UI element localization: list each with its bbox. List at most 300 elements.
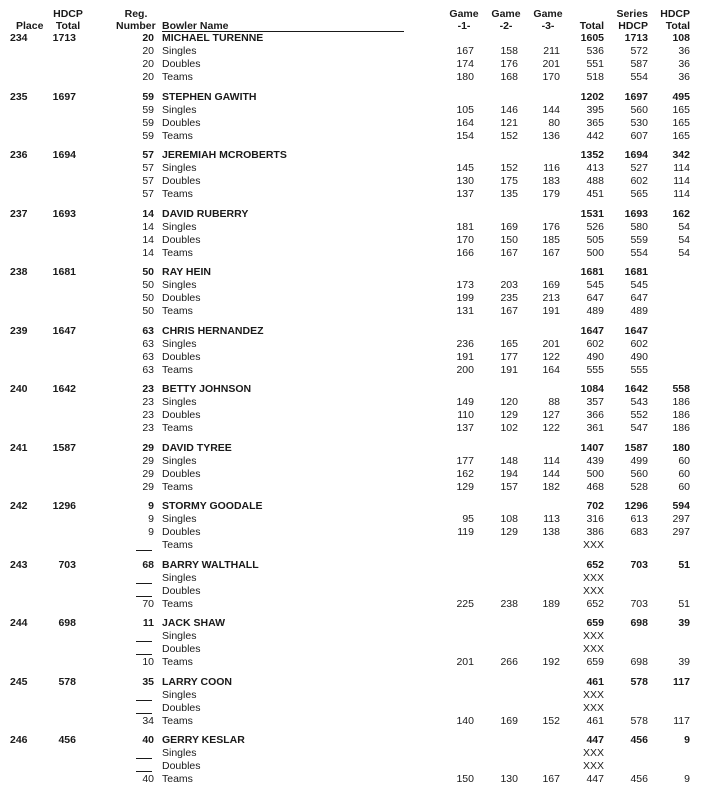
header-reg-line2: Number <box>116 20 156 32</box>
event-game2: 168 <box>500 71 518 83</box>
bowler-place: 241 <box>10 442 28 454</box>
event-total: 500 <box>586 468 604 480</box>
bowler-total: 1681 <box>580 266 604 278</box>
event-reg-number: 40 <box>142 773 154 785</box>
header-total: Total <box>579 20 604 32</box>
event-game3: 169 <box>542 279 560 291</box>
event-game2: 167 <box>500 247 518 259</box>
event-series: 559 <box>630 234 648 246</box>
event-total: 647 <box>586 292 604 304</box>
event-total: 488 <box>586 175 604 187</box>
event-name: Doubles <box>162 468 201 480</box>
event-total: 451 <box>586 188 604 200</box>
bowler-hdcp-total: 1642 <box>52 383 76 395</box>
bowler-hdcp-total: 698 <box>58 617 76 629</box>
bowler-reg-number: 23 <box>142 383 154 395</box>
event-game3: 201 <box>542 338 560 350</box>
header-series-line2: HDCP <box>618 20 648 32</box>
bowler-series-hdcp: 1642 <box>624 383 648 395</box>
event-reg-number: 20 <box>142 71 154 83</box>
event-game2: 102 <box>500 422 518 434</box>
event-name: Doubles <box>162 117 201 129</box>
event-game2: 235 <box>500 292 518 304</box>
bowler-name: CHRIS HERNANDEZ <box>162 325 264 337</box>
bowler-name: DAVID TYREE <box>162 442 232 454</box>
event-hdcp: 60 <box>678 468 690 480</box>
event-total: 489 <box>586 305 604 317</box>
event-game3: 80 <box>548 117 560 129</box>
event-name: Singles <box>162 689 197 701</box>
event-game1: 119 <box>457 526 474 538</box>
bowler-reg-number: 20 <box>142 32 154 44</box>
event-total: 386 <box>586 526 604 538</box>
event-reg-number: 50 <box>142 292 154 304</box>
event-reg-number: 57 <box>142 162 154 174</box>
event-reg-number: 14 <box>142 247 154 259</box>
bowler-reg-number: 29 <box>142 442 154 454</box>
event-hdcp: 186 <box>672 396 690 408</box>
event-hdcp: 114 <box>673 175 690 187</box>
event-reg-number: 57 <box>142 188 154 200</box>
event-game2: 148 <box>500 455 518 467</box>
bowler-series-hdcp: 703 <box>630 559 648 571</box>
event-game2: 177 <box>500 351 518 363</box>
event-series: 613 <box>630 513 648 525</box>
event-game2: 194 <box>500 468 518 480</box>
event-series: 572 <box>630 45 648 57</box>
event-game3: 192 <box>542 656 560 668</box>
bowler-hdcp-total: 1693 <box>52 208 76 220</box>
event-total: 461 <box>586 715 604 727</box>
event-hdcp: 117 <box>673 715 690 727</box>
event-name: Teams <box>162 130 193 142</box>
event-game2: 146 <box>500 104 518 116</box>
bowler-place: 245 <box>10 676 28 688</box>
event-reg-number: 29 <box>142 481 154 493</box>
event-total: XXX <box>582 585 604 597</box>
event-series: 647 <box>630 292 648 304</box>
event-name: Singles <box>162 396 197 408</box>
header-reg-line1: Reg. <box>124 8 148 20</box>
bowler-hdcp-total: 1697 <box>52 91 76 103</box>
event-name: Doubles <box>162 234 201 246</box>
bowler-hdcp: 117 <box>673 676 690 688</box>
event-hdcp: 60 <box>678 455 690 467</box>
event-game3: 138 <box>542 526 560 538</box>
event-series: 602 <box>630 338 648 350</box>
event-game3: 170 <box>542 71 560 83</box>
bowler-total: 1531 <box>580 208 604 220</box>
event-series: 607 <box>630 130 648 142</box>
event-total: 551 <box>586 58 604 70</box>
bowler-hdcp-total: 1681 <box>52 266 76 278</box>
event-total: 366 <box>586 409 604 421</box>
bowler-series-hdcp: 1697 <box>624 91 648 103</box>
event-series: 554 <box>630 247 648 259</box>
header-game3-line1: Game <box>533 8 563 20</box>
event-reg-blank <box>136 641 152 642</box>
event-game2: 165 <box>500 338 518 350</box>
event-name: Doubles <box>162 58 201 70</box>
event-reg-number: 59 <box>142 117 154 129</box>
bowler-reg-number: 68 <box>142 559 154 571</box>
event-total: 490 <box>586 351 604 363</box>
event-game3: 182 <box>542 481 560 493</box>
bowler-name: JEREMIAH MCROBERTS <box>162 149 287 161</box>
event-name: Singles <box>162 630 197 642</box>
header-hdcp-line1: HDCP <box>660 8 690 20</box>
event-hdcp: 54 <box>678 221 690 233</box>
event-reg-number: 34 <box>142 715 154 727</box>
bowler-series-hdcp: 1694 <box>624 149 648 161</box>
event-game3: 144 <box>542 104 560 116</box>
event-game2: 203 <box>500 279 518 291</box>
event-total: XXX <box>582 643 604 655</box>
event-game1: 154 <box>456 130 474 142</box>
event-hdcp: 297 <box>672 526 690 538</box>
bowler-hdcp: 51 <box>678 559 690 571</box>
event-name: Teams <box>162 656 193 668</box>
header-game1-line2: -1- <box>457 20 471 32</box>
event-reg-number: 9 <box>148 513 154 525</box>
event-name: Doubles <box>162 585 201 597</box>
event-series: 703 <box>630 598 648 610</box>
event-game3: 88 <box>548 396 560 408</box>
event-reg-number: 59 <box>142 104 154 116</box>
header-hdcp-total-line2: Total <box>55 20 81 32</box>
event-series: 545 <box>630 279 648 291</box>
event-series: 683 <box>630 526 648 538</box>
event-game1: 130 <box>456 175 474 187</box>
event-series: 587 <box>630 58 648 70</box>
event-name: Teams <box>162 305 193 317</box>
event-series: 552 <box>630 409 648 421</box>
event-name: Doubles <box>162 351 201 363</box>
bowler-hdcp: 162 <box>672 208 690 220</box>
event-game3: 179 <box>542 188 560 200</box>
header-hdcp-total-line1: HDCP <box>53 8 83 20</box>
event-game3: 144 <box>542 468 560 480</box>
bowler-place: 242 <box>10 500 28 512</box>
bowler-place: 234 <box>10 32 28 44</box>
bowler-total: 1202 <box>580 91 604 103</box>
event-game3: 201 <box>542 58 560 70</box>
event-reg-blank <box>136 583 152 584</box>
bowler-hdcp-total: 1296 <box>52 500 76 512</box>
event-hdcp: 36 <box>678 45 690 57</box>
bowler-hdcp: 108 <box>672 32 690 44</box>
event-game2: 238 <box>500 598 518 610</box>
bowler-name: DAVID RUBERRY <box>162 208 249 220</box>
event-game2: 130 <box>500 773 518 785</box>
event-name: Doubles <box>162 292 201 304</box>
event-series: 602 <box>630 175 648 187</box>
event-game1: 145 <box>456 162 474 174</box>
event-series: 578 <box>630 715 648 727</box>
event-reg-number: 50 <box>142 279 154 291</box>
event-total: 442 <box>586 130 604 142</box>
bowler-name: STEPHEN GAWITH <box>162 91 257 103</box>
event-total: 659 <box>586 656 604 668</box>
event-game2: 121 <box>500 117 518 129</box>
event-series: 560 <box>630 104 648 116</box>
bowler-series-hdcp: 1647 <box>624 325 648 337</box>
bowler-name: LARRY COON <box>162 676 233 688</box>
event-reg-number: 14 <box>142 234 154 246</box>
event-reg-number: 29 <box>142 455 154 467</box>
bowler-hdcp-total: 1647 <box>52 325 76 337</box>
event-hdcp: 54 <box>678 234 690 246</box>
event-series: 528 <box>630 481 648 493</box>
event-hdcp: 114 <box>673 188 690 200</box>
event-game2: 129 <box>500 526 518 538</box>
event-hdcp: 297 <box>672 513 690 525</box>
event-total: 361 <box>586 422 604 434</box>
event-game3: 176 <box>542 221 560 233</box>
event-name: Singles <box>162 104 197 116</box>
event-game1: 166 <box>456 247 474 259</box>
event-reg-number: 59 <box>142 130 154 142</box>
event-game1: 149 <box>456 396 474 408</box>
event-hdcp: 36 <box>678 71 690 83</box>
event-total: XXX <box>582 702 604 714</box>
event-reg-blank <box>136 654 152 655</box>
event-game3: 164 <box>542 364 560 376</box>
event-game1: 200 <box>456 364 474 376</box>
header-game2-line2: -2- <box>499 20 513 32</box>
event-total: 505 <box>586 234 604 246</box>
event-reg-number: 63 <box>142 364 154 376</box>
event-series: 698 <box>630 656 648 668</box>
event-game1: 199 <box>456 292 474 304</box>
event-name: Teams <box>162 71 193 83</box>
bowler-series-hdcp: 1681 <box>624 266 648 278</box>
event-game2: 169 <box>500 715 518 727</box>
event-name: Singles <box>162 162 197 174</box>
event-game1: 173 <box>456 279 474 291</box>
header-game3-line2: -3- <box>541 20 555 32</box>
event-game3: 116 <box>543 162 560 174</box>
event-name: Doubles <box>162 643 201 655</box>
event-reg-number: 9 <box>148 526 154 538</box>
event-game2: 120 <box>500 396 518 408</box>
event-total: 602 <box>586 338 604 350</box>
event-reg-blank <box>136 596 152 597</box>
bowler-hdcp-total: 1694 <box>52 149 76 161</box>
bowler-total: 659 <box>586 617 604 629</box>
bowler-hdcp: 495 <box>672 91 690 103</box>
bowler-hdcp-total: 456 <box>58 734 76 746</box>
bowler-place: 240 <box>10 383 28 395</box>
bowler-reg-number: 57 <box>142 149 154 161</box>
bowler-total: 461 <box>586 676 604 688</box>
event-reg-number: 20 <box>142 58 154 70</box>
bowler-total: 1352 <box>580 149 604 161</box>
bowler-series-hdcp: 1693 <box>624 208 648 220</box>
event-total: XXX <box>582 539 604 551</box>
event-game3: 122 <box>542 351 560 363</box>
bowler-place: 243 <box>10 559 28 571</box>
event-game2: 266 <box>500 656 518 668</box>
event-game2: 169 <box>500 221 518 233</box>
event-total: 447 <box>586 773 604 785</box>
event-name: Teams <box>162 422 193 434</box>
bowler-place: 237 <box>10 208 28 220</box>
bowler-reg-number: 9 <box>148 500 154 512</box>
event-name: Doubles <box>162 526 201 538</box>
event-game1: 95 <box>462 513 474 525</box>
bowler-name: MICHAEL TURENNE <box>162 32 264 44</box>
event-name: Doubles <box>162 702 201 714</box>
event-hdcp: 39 <box>678 656 690 668</box>
event-game2: 108 <box>500 513 518 525</box>
bowler-reg-number: 35 <box>142 676 154 688</box>
event-game2: 129 <box>500 409 518 421</box>
event-hdcp: 186 <box>672 422 690 434</box>
event-game1: 140 <box>456 715 474 727</box>
event-name: Teams <box>162 715 193 727</box>
event-total: 500 <box>586 247 604 259</box>
event-game2: 157 <box>500 481 518 493</box>
event-name: Singles <box>162 455 197 467</box>
bowler-hdcp: 594 <box>672 500 690 512</box>
event-game3: 213 <box>542 292 560 304</box>
bowler-series-hdcp: 456 <box>630 734 648 746</box>
event-reg-blank <box>136 700 152 701</box>
event-reg-number: 63 <box>142 338 154 350</box>
bowler-hdcp-total: 578 <box>58 676 76 688</box>
bowler-hdcp-total: 1713 <box>52 32 76 44</box>
event-series: 543 <box>630 396 648 408</box>
event-reg-number: 14 <box>142 221 154 233</box>
bowler-name: JACK SHAW <box>162 617 226 629</box>
event-name: Singles <box>162 747 197 759</box>
event-total: 365 <box>586 117 604 129</box>
event-reg-number: 23 <box>142 409 154 421</box>
event-series: 456 <box>630 773 648 785</box>
bowler-total: 447 <box>586 734 604 746</box>
bowler-series-hdcp: 698 <box>630 617 648 629</box>
event-game2: 167 <box>500 305 518 317</box>
event-game1: 137 <box>456 422 474 434</box>
event-name: Teams <box>162 188 193 200</box>
event-game3: 113 <box>543 513 560 525</box>
event-reg-number: 57 <box>142 175 154 187</box>
event-hdcp: 114 <box>673 162 690 174</box>
event-name: Teams <box>162 773 193 785</box>
event-total: 395 <box>586 104 604 116</box>
event-game3: 122 <box>542 422 560 434</box>
bowler-place: 235 <box>10 91 28 103</box>
bowler-hdcp-total: 703 <box>58 559 76 571</box>
event-game3: 191 <box>542 305 560 317</box>
event-series: 489 <box>630 305 648 317</box>
event-name: Teams <box>162 364 193 376</box>
header-series-line1: Series <box>616 8 648 20</box>
event-reg-number: 10 <box>142 656 154 668</box>
event-game1: 201 <box>456 656 474 668</box>
event-game1: 131 <box>456 305 474 317</box>
event-series: 530 <box>630 117 648 129</box>
header-game1-line1: Game <box>449 8 479 20</box>
event-series: 490 <box>630 351 648 363</box>
bowler-hdcp: 9 <box>684 734 690 746</box>
event-game1: 181 <box>456 221 474 233</box>
event-total: 518 <box>586 71 604 83</box>
bowler-total: 1647 <box>580 325 604 337</box>
event-hdcp: 186 <box>672 409 690 421</box>
event-game1: 180 <box>456 71 474 83</box>
event-name: Doubles <box>162 760 201 772</box>
event-reg-number: 23 <box>142 396 154 408</box>
header-game2-line1: Game <box>491 8 521 20</box>
event-series: 527 <box>630 162 648 174</box>
bowler-name: BETTY JOHNSON <box>162 383 252 395</box>
event-game1: 174 <box>456 58 474 70</box>
event-total: 536 <box>586 45 604 57</box>
event-name: Teams <box>162 539 193 551</box>
event-game1: 105 <box>456 104 474 116</box>
event-name: Singles <box>162 279 197 291</box>
event-game1: 137 <box>456 188 474 200</box>
event-total: 545 <box>586 279 604 291</box>
event-hdcp: 36 <box>678 58 690 70</box>
event-game3: 114 <box>543 455 560 467</box>
event-total: 555 <box>586 364 604 376</box>
event-hdcp: 54 <box>678 247 690 259</box>
event-game3: 167 <box>542 247 560 259</box>
event-series: 560 <box>630 468 648 480</box>
event-total: XXX <box>582 760 604 772</box>
event-game2: 152 <box>500 130 518 142</box>
bowler-total: 1605 <box>580 32 604 44</box>
event-series: 580 <box>630 221 648 233</box>
bowler-name: STORMY GOODALE <box>162 500 263 512</box>
bowler-place: 244 <box>10 617 28 629</box>
event-name: Singles <box>162 338 197 350</box>
event-series: 555 <box>630 364 648 376</box>
bowler-name: GERRY KESLAR <box>162 734 245 746</box>
event-series: 547 <box>630 422 648 434</box>
event-game2: 135 <box>500 188 518 200</box>
bowler-name: RAY HEIN <box>162 266 212 278</box>
event-name: Teams <box>162 598 193 610</box>
bowler-place: 236 <box>10 149 28 161</box>
event-reg-number: 20 <box>142 45 154 57</box>
bowler-reg-number: 50 <box>142 266 154 278</box>
event-total: 526 <box>586 221 604 233</box>
event-name: Singles <box>162 513 197 525</box>
bowler-series-hdcp: 578 <box>630 676 648 688</box>
bowler-reg-number: 40 <box>142 734 154 746</box>
bowler-series-hdcp: 1296 <box>624 500 648 512</box>
event-reg-number: 23 <box>142 422 154 434</box>
event-game1: 110 <box>457 409 474 421</box>
event-total: XXX <box>582 572 604 584</box>
event-total: 439 <box>586 455 604 467</box>
event-total: 468 <box>586 481 604 493</box>
event-name: Doubles <box>162 175 201 187</box>
event-game3: 189 <box>542 598 560 610</box>
event-total: 316 <box>586 513 604 525</box>
event-hdcp: 165 <box>672 104 690 116</box>
event-game2: 175 <box>500 175 518 187</box>
event-reg-blank <box>136 758 152 759</box>
bowler-total: 1084 <box>580 383 604 395</box>
event-game1: 225 <box>456 598 474 610</box>
event-reg-number: 63 <box>142 351 154 363</box>
bowler-hdcp-total: 1587 <box>52 442 76 454</box>
